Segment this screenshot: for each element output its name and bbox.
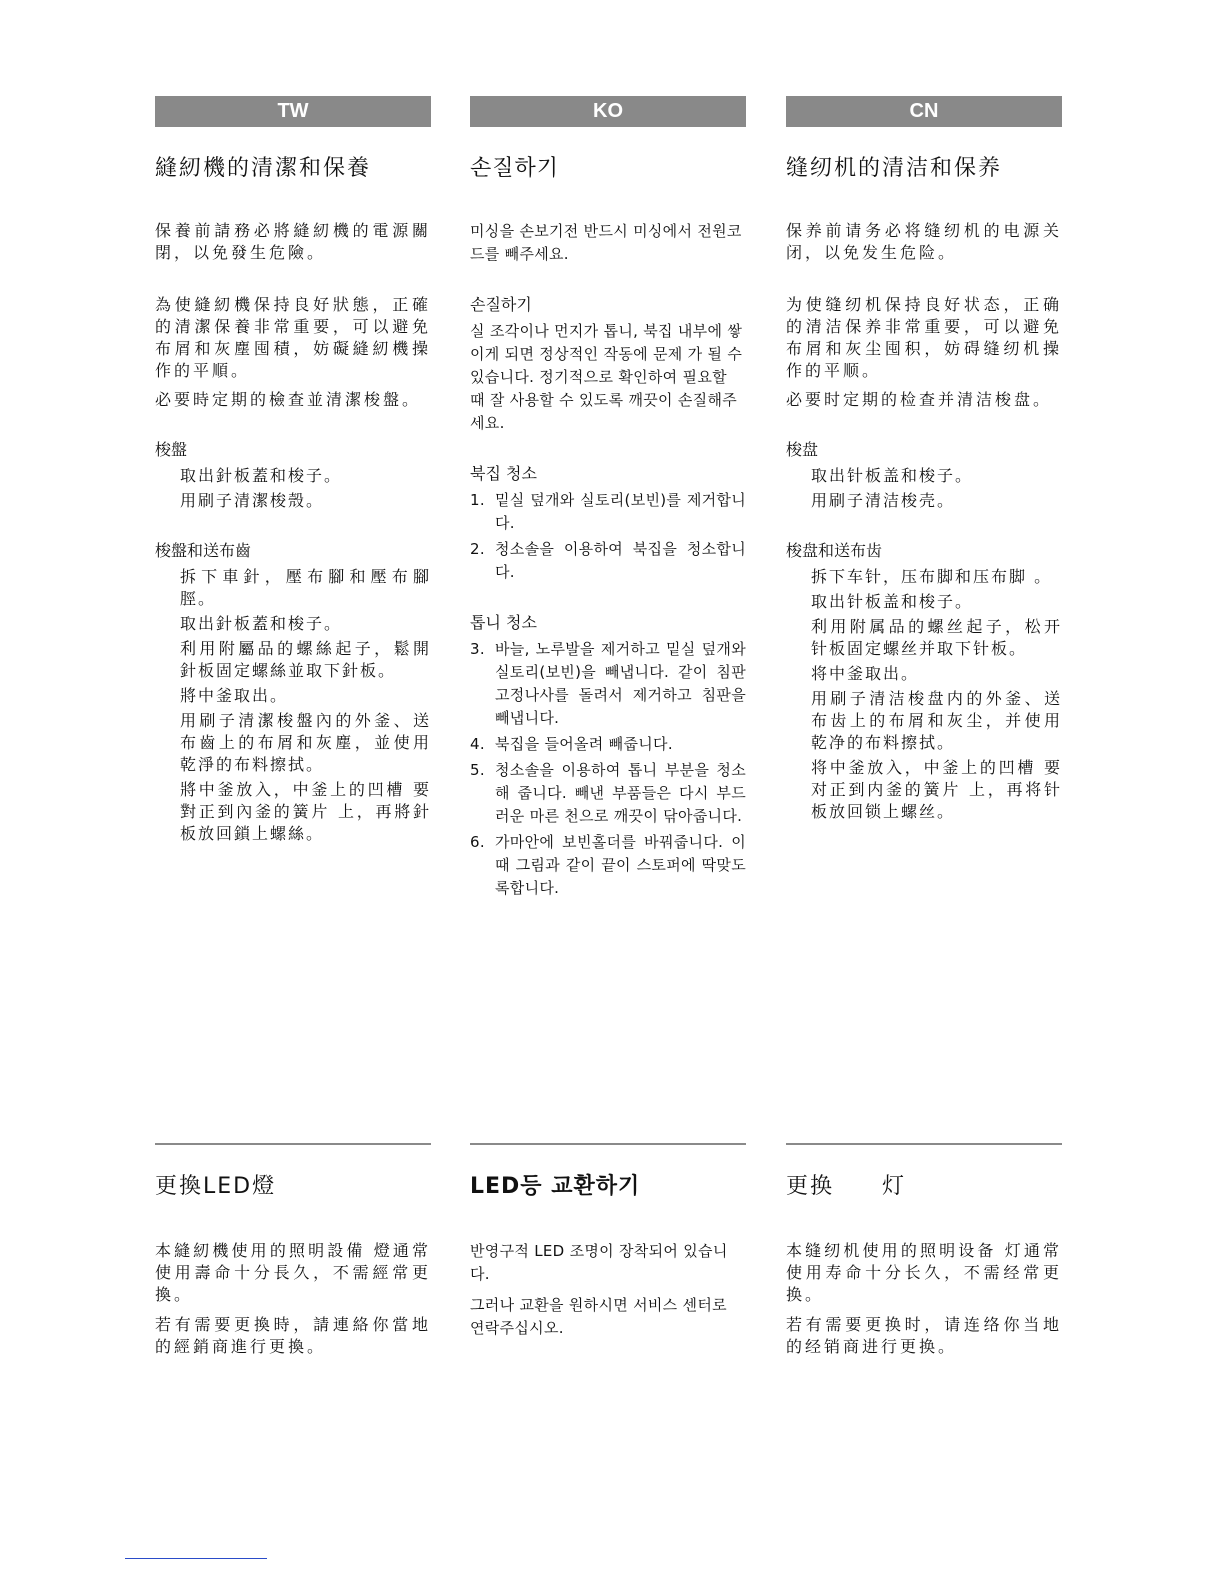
maintenance-intro: 실 조각이나 먼지가 톱니, 북집 내부에 쌓이게 되면 정상적인 작동에 문제 가 될 수 있습니다. 정기적으로 확인하여 필요할 때 잘 사용할 수 있도록 깨끗이 손질해주세요. <box>470 322 743 432</box>
list-item: 取出針板蓋和梭子。 <box>180 466 343 485</box>
section-title-cleaning: 缝纫机的清洁和保养 <box>786 156 1003 181</box>
list-number: 6. <box>470 833 485 851</box>
subheading-cleaning: 손질하기 <box>470 295 532 314</box>
led-title: 更换 灯 <box>786 1174 907 1199</box>
list-text: 가마안에 보빈홀더를 바꿔줍니다. 이때 그림과 같이 끝이 스토퍼에 딱맞도록합니다. <box>495 833 746 897</box>
list-number: 3. <box>470 640 485 658</box>
section-divider <box>786 1143 1062 1145</box>
lang-header-cn: CN <box>786 96 1062 127</box>
list-item <box>470 733 746 756</box>
lang-header-ko: KO <box>470 96 746 127</box>
list-item <box>470 759 746 828</box>
periodic-check-note: 必要时定期的检查并清洁梭盘。 <box>786 390 1053 409</box>
subheading-shuttle: 梭盤 <box>155 440 188 459</box>
subheading-bobbin-case: 북집 청소 <box>470 464 537 483</box>
column-ko <box>470 96 746 903</box>
power-off-note: 保养前请务必将缝纫机的电源关闭，以免发生危险。 <box>786 221 1062 262</box>
led-lifetime-note: 반영구적 LED 조명이 장착되어 있습니다. <box>470 1242 728 1283</box>
list-number: 4. <box>470 735 485 753</box>
list-item: 将中釜放入，中釜上的凹槽 要对正到内釜的簧片 上，再将针板放回锁上螺丝。 <box>811 758 1062 821</box>
led-section-ko <box>470 1143 746 1348</box>
periodic-check-note: 必要時定期的檢查並清潔梭盤。 <box>155 390 422 409</box>
list-item: 取出針板蓋和梭子。 <box>180 614 343 633</box>
list-text: 바늘, 노루발을 제거하고 밑실 덮개와 실토리(보빈)을 빼냅니다. 같이 침판 고정나사를 돌려서 제거하고 침판을 빼냅니다. <box>495 640 746 727</box>
led-lifetime-note: 本缝纫机使用的照明设备 灯通常使用寿命十分长久，不需经常更换。 <box>786 1241 1062 1304</box>
list-item <box>470 538 746 584</box>
section-divider <box>155 1143 431 1145</box>
list-text: 청소솔을 이용하여 북집을 청소합니다. <box>495 540 746 581</box>
subheading-feed-dogs: 톱니 청소 <box>470 613 537 632</box>
list-item: 取出针板盖和梭子。 <box>811 466 974 485</box>
list-item: 用刷子清洁梭盘内的外釜、送布齿上的布屑和灰尘，并使用乾净的布料擦拭。 <box>811 689 1062 752</box>
list-item: 將中釜取出。 <box>180 686 289 705</box>
list-number: 2. <box>470 540 485 558</box>
maintenance-intro: 为使缝纫机保持良好状态，正确的清洁保养非常重要，可以避免布屑和灰尘囤积，妨碍缝纫机操作的平顺。 <box>786 295 1062 380</box>
section-title-cleaning: 縫紉機的清潔和保養 <box>155 156 372 181</box>
list-number: 1. <box>470 491 485 509</box>
led-title: 更換LED燈 <box>155 1174 277 1199</box>
led-replacement-note: 그러나 교환을 원하시면 서비스 센터로 연락주십시오. <box>470 1296 727 1337</box>
maintenance-intro: 為使縫紉機保持良好狀態，正確的清潔保養非常重要，可以避免布屑和灰塵囤積，妨礙縫紉機操作的平順。 <box>155 295 431 380</box>
list-item: 拆下车针，压布脚和压布脚 。 <box>811 567 1053 586</box>
led-lifetime-note: 本縫紉機使用的照明設備 燈通常使用壽命十分長久，不需經常更換。 <box>155 1241 431 1304</box>
list-text: 청소솔을 이용하여 톱니 부분을 청소해 줍니다. 빼낸 부품들은 다시 부드러운 마른 천으로 깨끗이 닦아줍니다. <box>495 761 746 825</box>
section-title-cleaning: 손질하기 <box>470 156 560 181</box>
list-number: 5. <box>470 761 485 779</box>
column-cn <box>786 96 1062 826</box>
led-title: LED등 교환하기 <box>470 1174 641 1199</box>
section-divider <box>470 1143 746 1145</box>
lang-header-tw: TW <box>155 96 431 127</box>
subheading-shuttle-feed-dogs: 梭盤和送布齒 <box>155 541 252 560</box>
list-item <box>470 489 746 535</box>
list-item: 取出针板盖和梭子。 <box>811 592 974 611</box>
column-tw <box>155 96 431 848</box>
list-item: 用刷子清洁梭壳。 <box>811 491 956 510</box>
power-off-note: 保養前請務必將縫紉機的電源關閉，以免發生危險。 <box>155 221 431 262</box>
list-item: 用刷子清潔梭盤內的外釜、送布齒上的布屑和灰塵，並使用乾淨的布料擦拭。 <box>180 711 431 774</box>
list-item: 利用附屬品的螺絲起子，鬆開針板固定螺絲並取下針板。 <box>180 639 431 680</box>
list-item <box>470 638 746 730</box>
list-item: 用刷子清潔梭殼。 <box>180 491 325 510</box>
list-item: 将中釜取出。 <box>811 664 920 683</box>
list-text: 북집을 들어올려 빼줍니다. <box>495 735 673 753</box>
led-replacement-note: 若有需要更换时，请连络你当地的经销商进行更换。 <box>786 1315 1062 1356</box>
list-item: 拆下車針，壓布腳和壓布腳脛。 <box>180 567 431 608</box>
list-item <box>470 831 746 900</box>
led-section-tw <box>155 1143 431 1366</box>
list-text: 밑실 덮개와 실토리(보빈)를 제거합니다. <box>495 491 746 532</box>
subheading-shuttle: 梭盘 <box>786 440 819 459</box>
led-replacement-note: 若有需要更換時，請連絡你當地的經銷商進行更換。 <box>155 1315 431 1356</box>
power-off-note: 미싱을 손보기전 반드시 미싱에서 전원코드를 빼주세요. <box>470 222 742 263</box>
led-section-cn <box>786 1143 1062 1366</box>
subheading-shuttle-feed-dogs: 梭盘和送布齿 <box>786 541 883 560</box>
list-item: 利用附属品的螺丝起子，松开针板固定螺丝并取下针板。 <box>811 617 1062 658</box>
footer-link-underline <box>125 1558 267 1559</box>
list-item: 將中釜放入，中釜上的凹槽 要對正到內釜的簧片 上，再將針板放回鎖上螺絲。 <box>180 780 431 843</box>
